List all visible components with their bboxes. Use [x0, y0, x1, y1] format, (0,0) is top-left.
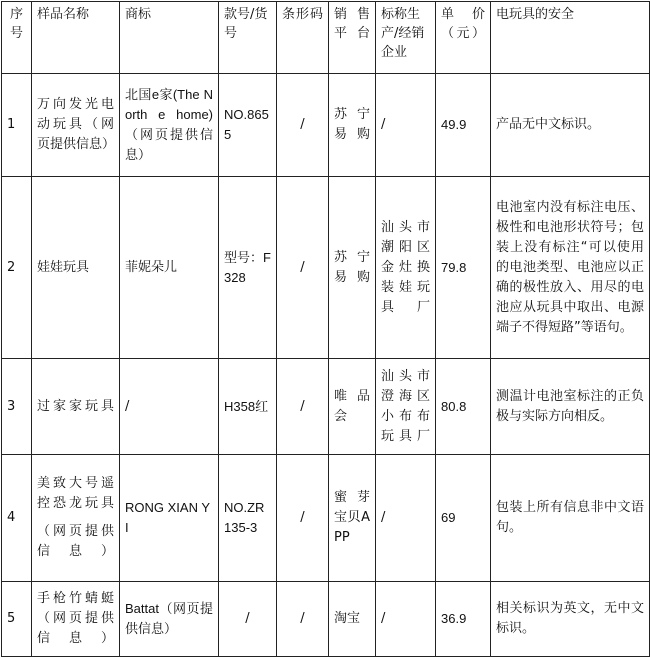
cell-issue: 相关标识为英文，无中文标识。: [491, 582, 650, 657]
cell-issue: 测温计电池室标注的正负极与实际方向相反。: [491, 359, 650, 455]
cell-platform: 淘宝: [329, 582, 376, 657]
cell-name: 万向发光电动玩具（网页提供信息）: [32, 74, 120, 177]
cell-index: 3: [2, 359, 32, 455]
cell-issue: 电池室内没有标注电压、极性和电池形状符号；包装上没有标注“可以使用的电池类型、电池应以正确的极性放入、用尽的电池应从玩具中取出、电源端子不得短路”等语句。: [491, 177, 650, 359]
cell-barcode: /: [277, 455, 329, 582]
cell-price: 80.8: [436, 359, 491, 455]
cell-name: [32, 455, 120, 582]
cell-barcode: /: [277, 74, 329, 177]
cell-name: 过家家玩具: [32, 359, 120, 455]
table-row: [2, 74, 650, 177]
cell-name-note: （网页提供信息）: [37, 524, 114, 559]
cell-index: 2: [2, 177, 32, 359]
cell-brand: /: [120, 359, 219, 455]
cell-model: /: [219, 582, 277, 657]
cell-model: NO.ZR135-3: [219, 455, 277, 582]
product-table: [1, 1, 650, 657]
header-issue: 电玩具的安全: [491, 2, 650, 74]
cell-index: 5: [2, 582, 32, 657]
cell-producer: 汕头市潮阳区金灶换装娃玩具厂: [376, 177, 436, 359]
cell-issue: 包装上所有信息非中文语句。: [491, 455, 650, 582]
cell-price: 36.9: [436, 582, 491, 657]
header-platform: 销售平台: [329, 2, 376, 74]
table-row: [2, 359, 650, 455]
cell-barcode: /: [277, 177, 329, 359]
header-index: 序号: [2, 2, 32, 74]
header-name: 样品名称: [32, 2, 120, 74]
header-brand: 商标: [120, 2, 219, 74]
cell-platform: 苏宁易购: [329, 177, 376, 359]
table-row: [2, 582, 650, 657]
cell-barcode: /: [277, 582, 329, 657]
cell-platform: 唯品会: [329, 359, 376, 455]
cell-platform: 蜜芽宝贝APP: [329, 455, 376, 582]
header-producer: 标称生产/经销企业: [376, 2, 436, 74]
cell-producer: /: [376, 74, 436, 177]
cell-index: 1: [2, 74, 32, 177]
cell-platform: 苏宁易购: [329, 74, 376, 177]
cell-name: 手枪竹蜻蜓（网页提供信息）: [32, 582, 120, 657]
header-row: [2, 2, 650, 74]
cell-issue: 产品无中文标识。: [491, 74, 650, 177]
cell-name: 娃娃玩具: [32, 177, 120, 359]
cell-producer: 汕头市澄海区小布布玩具厂: [376, 359, 436, 455]
cell-price: 69: [436, 455, 491, 582]
cell-brand: Battat（网页提供信息）: [120, 582, 219, 657]
cell-producer: /: [376, 582, 436, 657]
header-model: 款号/货号: [219, 2, 277, 74]
table-row: [2, 177, 650, 359]
cell-name-main: 美致大号遥控恐龙玩具: [37, 476, 114, 511]
cell-price: 79.8: [436, 177, 491, 359]
cell-producer: /: [376, 455, 436, 582]
cell-price: 49.9: [436, 74, 491, 177]
header-price: 单价（元）: [436, 2, 491, 74]
cell-barcode: /: [277, 359, 329, 455]
cell-model: H358红: [219, 359, 277, 455]
header-barcode: 条形码: [277, 2, 329, 74]
cell-brand: RONG XIAN YI: [120, 455, 219, 582]
cell-model: 型号：F328: [219, 177, 277, 359]
cell-brand: 北国e家(The North e home)（网页提供信息）: [120, 74, 219, 177]
cell-brand: 菲妮朵儿: [120, 177, 219, 359]
table-row: [2, 455, 650, 582]
cell-model: NO.8655: [219, 74, 277, 177]
cell-index: 4: [2, 455, 32, 582]
